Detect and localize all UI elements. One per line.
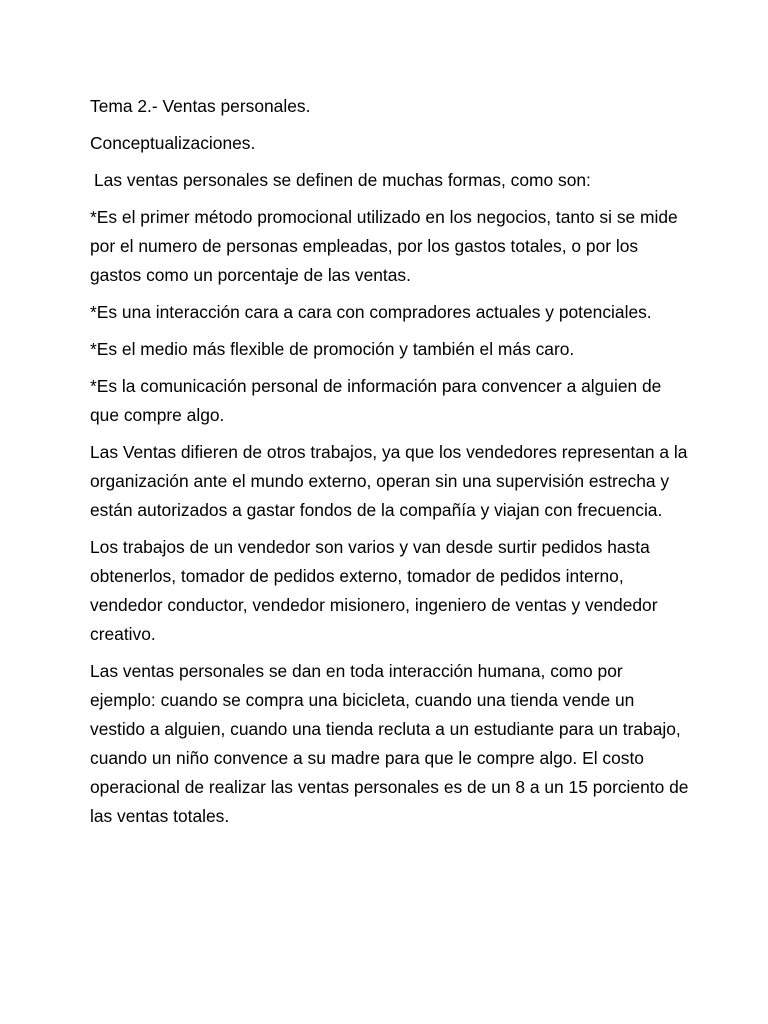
body-paragraph: Los trabajos de un vendedor son varios y van desde surtir pedidos hasta obtenerlos, tomador de pedidos externo, tomador de pedidos interno, vendedor conductor, vendedor misionero, ingeniero de ventas y vendedor creativo. [90, 537, 658, 644]
intro-paragraph: Las ventas personales se definen de muchas formas, como son: [94, 170, 591, 190]
document-title: Tema 2.- Ventas personales. [90, 96, 311, 116]
document-body [90, 92, 690, 839]
document-subtitle: Conceptualizaciones. [90, 133, 256, 153]
definition-item: *Es una interacción cara a cara con compradores actuales y potenciales. [90, 302, 652, 322]
definition-item: *Es el medio más flexible de promoción y también el más caro. [90, 339, 575, 359]
body-paragraph: Las ventas personales se dan en toda interacción humana, como por ejemplo: cuando se compra una bicicleta, cuando una tienda vende un vestido a alguien, cuando una tienda recluta a un estudiante para un trabajo, cuando un niño convence a su madre para que le compre algo. El costo operacional de realizar las ventas personales es de un 8 a un 15 porciento de las ventas totales. [90, 661, 689, 826]
definition-item: *Es la comunicación personal de información para convencer a alguien de que compre algo. [90, 376, 662, 425]
definition-item: *Es el primer método promocional utilizado en los negocios, tanto si se mide por el numero de personas empleadas, por los gastos totales, o por los gastos como un porcentaje de las ventas. [90, 207, 678, 285]
body-paragraph: Las Ventas difieren de otros trabajos, ya que los vendedores representan a la organización ante el mundo externo, operan sin una supervisión estrecha y están autorizados a gastar fondos de la compañía y viajan con frecuencia. [90, 442, 688, 520]
